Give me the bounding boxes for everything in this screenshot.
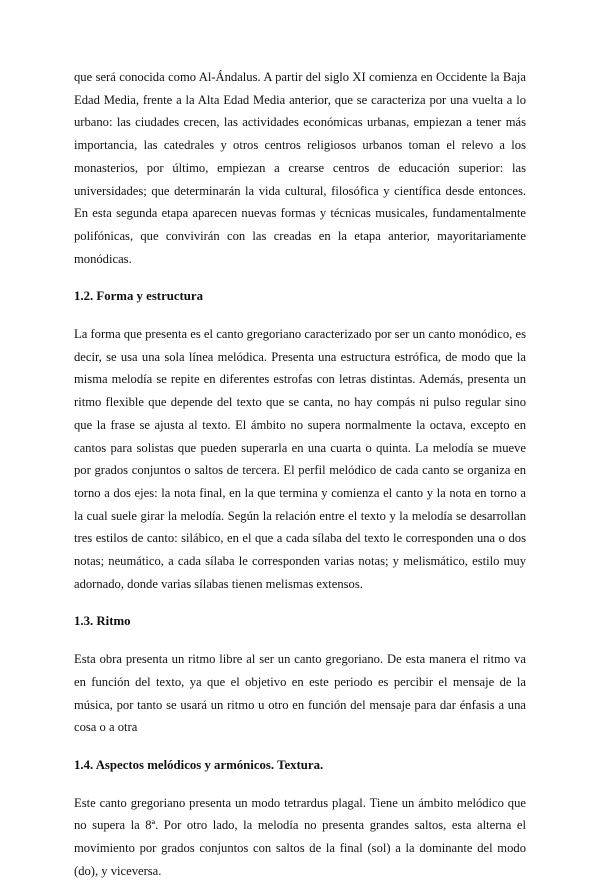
heading-aspectos-melodicos: 1.4. Aspectos melódicos y armónicos. Textura.: [74, 757, 324, 772]
heading-forma-estructura: 1.2. Forma y estructura: [74, 289, 203, 304]
page-content: [74, 66, 526, 883]
paragraph-forma-estructura: La forma que presenta es el canto gregoriano caracterizado por ser un canto monódico, es decir, se usa una sola línea melódica. Presenta una estructura estrófica, de modo que la misma melodía se repite en diferentes estrofas con letras distintas. Además, presenta un ritmo flexible que depende del texto que se canta, no hay compás ni pulso regular sino que la frase se ajusta al texto. El ámbito no supera normalmente la octava, excepto en cantos para solistas que pueden superarla en una cuarta o quinta. La melodía se mueve por grados conjuntos o saltos de tercera. El perfil melódico de cada canto se organiza en torno a dos ejes: la nota final, en la que termina y comienza el canto y la nota en torno a la cual suele girar la melodía. Según la relación entre el texto y la melodía se desarrollan tres estilos de canto: silábico, en el que a cada sílaba del texto le corresponden una o dos notas; neumático, a cada sílaba le corresponden varias notas; y melismático, estilo muy adornado, donde varias sílabas tienen melismas extensos.: [74, 327, 526, 591]
paragraph-ritmo: Esta obra presenta un ritmo libre al ser un canto gregoriano. De esta manera el ritmo va en función del texto, ya que el objetivo en este periodo es percibir el mensaje de la música, por tanto se usará un ritmo u otro en función del mensaje para dar énfasis a una cosa o a otra: [74, 652, 526, 735]
heading-ritmo: 1.3. Ritmo: [74, 614, 131, 629]
paragraph-aspectos-melodicos: Este canto gregoriano presenta un modo tetrardus plagal. Tiene un ámbito melódico que no supera la 8ª. Por otro lado, la melodía no presenta grandes saltos, esta alterna el movimiento por grados conjuntos con saltos de la final (sol) a la dominante del modo (do), y viceversa.: [74, 795, 526, 878]
paragraph-intro: que será conocida como Al-Ándalus. A partir del siglo XI comienza en Occidente la Baja Edad Media, frente a la Alta Edad Media anterior, que se caracteriza por una vuelta a lo urbano: las ciudades crecen, las actividades económicas urbanas, empiezan a tener más importancia, las catedrales y otros centros religiosos urbanos toman el relevo a los monasterios, por último, empiezan a crearse centros de educación superior: las universidades; que determinarán la vida cultural, filosófica y científica desde entonces. En esta segunda etapa aparecen nuevas formas y técnicas musicales, fundamentalmente polifónicas, que convivirán con las creadas en la etapa anterior, mayoritariamente monódicas.: [74, 70, 526, 266]
